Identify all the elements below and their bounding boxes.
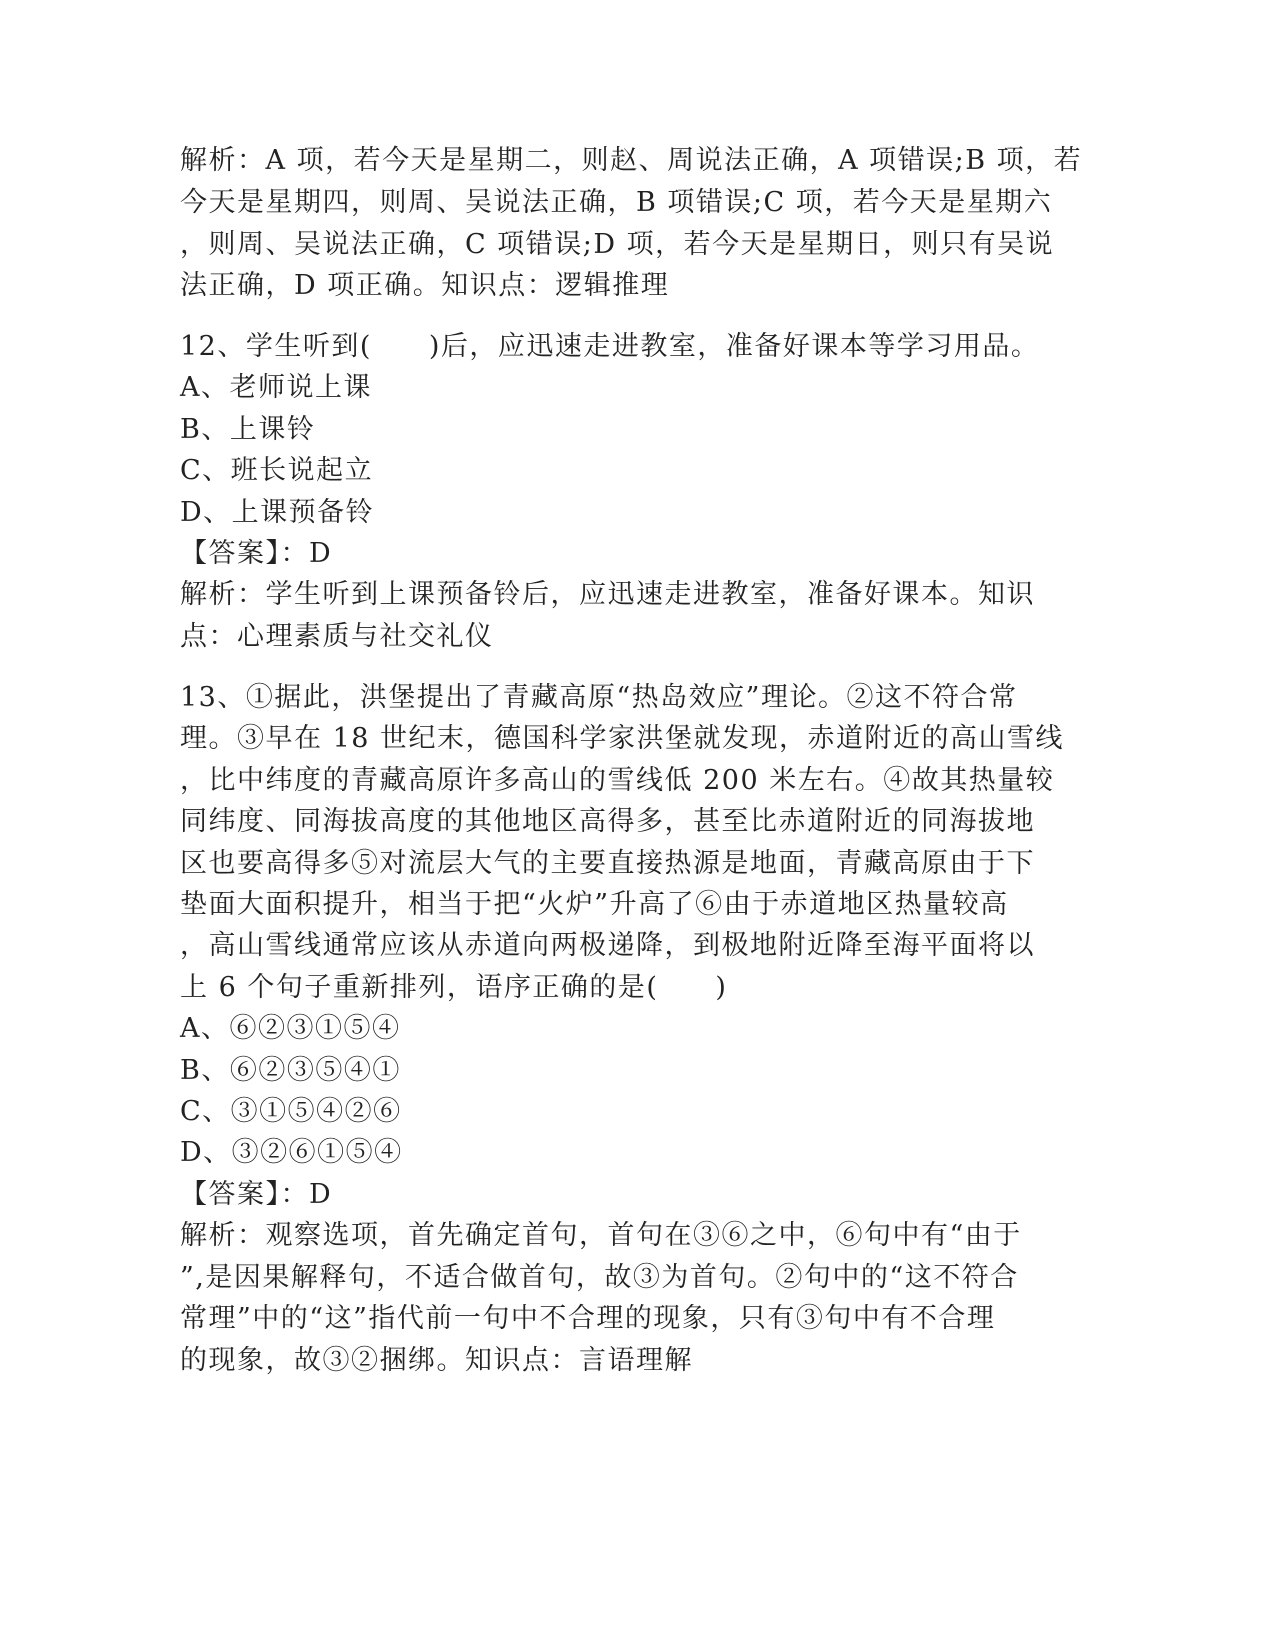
prev-explanation-line-2: 今天是星期四，则周、吴说法正确，B 项错误;C 项，若今天是星期六 [180, 187, 1053, 218]
q12-question-text: 12、学生听到( )后，应迅速走进教室，准备好课本等学习用品。 [180, 331, 1040, 362]
q13-question-line-5: 区也要高得多⑤对流层大气的主要直接热源是地面，青藏高原由于下 [180, 848, 1035, 879]
q13-explanation-line-3: 常理”中的“这”指代前一句中不合理的现象，只有③句中有不合理 [180, 1303, 996, 1334]
q13-option-d: D、③②⑥①⑤④ [180, 1137, 403, 1168]
q13-question-line-7: ，高山雪线通常应该从赤道向两极递降，到极地附近降至海平面将以 [180, 930, 1035, 961]
q13-option-a: A、⑥②③①⑤④ [180, 1013, 401, 1044]
q12-explanation-line-1: 解析：学生听到上课预备铃后，应迅速走进教室，准备好课本。知识 [180, 579, 1035, 610]
q12-option-c: C、班长说起立 [180, 455, 374, 486]
q12-option-d: D、上课预备铃 [180, 497, 375, 528]
prev-explanation-line-4: 法正确，D 项正确。知识点：逻辑推理 [180, 270, 670, 301]
q12-answer: 【答案】：D [180, 538, 333, 569]
q13-question-line-6: 垫面大面积提升，相当于把“火炉”升高了⑥由于赤道地区热量较高 [180, 889, 1009, 920]
prev-explanation-line-3: ，则周、吴说法正确，C 项错误;D 项，若今天是星期日，则只有吴说 [180, 229, 1055, 260]
q13-option-c: C、③①⑤④②⑥ [180, 1096, 402, 1127]
q13-question-line-3: ，比中纬度的青藏高原许多高山的雪线低 200 米左右。④故其热量较 [180, 765, 1055, 796]
q13-answer: 【答案】：D [180, 1179, 333, 1210]
q13-option-b: B、⑥②③⑤④① [180, 1055, 401, 1086]
q12-option-a: A、老师说上课 [180, 372, 372, 403]
prev-explanation-line-1: 解析：A 项，若今天是星期二，则赵、周说法正确，A 项错误;B 项，若 [180, 145, 1083, 176]
q13-question-line-1: 13、①据此，洪堡提出了青藏高原“热岛效应”理论。②这不符合常 [180, 682, 1018, 713]
document-page [180, 0, 1083, 1650]
q12-explanation-line-2: 点：心理素质与社交礼仪 [180, 621, 494, 652]
q13-question-line-8: 上 6 个句子重新排列，语序正确的是( ) [180, 972, 728, 1003]
q13-explanation-line-2: ”,是因果解释句，不适合做首句，故③为首句。②句中的“这不符合 [180, 1262, 1019, 1293]
q13-explanation-line-4: 的现象，故③②捆绑。知识点：言语理解 [180, 1345, 693, 1376]
q12-option-b: B、上课铃 [180, 414, 316, 445]
q13-explanation-line-1: 解析：观察选项，首先确定首句，首句在③⑥之中，⑥句中有“由于 [180, 1220, 1022, 1251]
q13-question-line-2: 理。③早在 18 世纪末，德国科学家洪堡就发现，赤道附近的高山雪线 [180, 723, 1065, 754]
q13-question-line-4: 同纬度、同海拔高度的其他地区高得多，甚至比赤道附近的同海拔地 [180, 806, 1035, 837]
